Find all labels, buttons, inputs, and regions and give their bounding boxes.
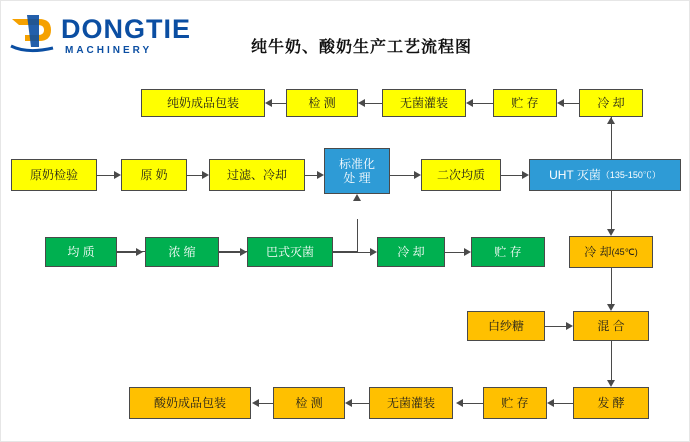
- node-standardization: [324, 148, 390, 194]
- node-label: 贮 存: [501, 396, 529, 410]
- connector-arrow: [607, 380, 615, 387]
- connector-arrow: [370, 248, 377, 256]
- node-storage-bottom: [483, 387, 547, 419]
- connector: [473, 103, 493, 104]
- node-label: 贮 存: [494, 245, 522, 259]
- connector-arrow: [464, 248, 471, 256]
- connector: [357, 219, 358, 251]
- node-pure-milk-packaging: [141, 89, 265, 117]
- node-label: 发 酵: [597, 396, 625, 410]
- connector: [97, 175, 114, 176]
- node-cooling-45c: [569, 236, 653, 268]
- node-uht-sterilization: [529, 159, 681, 191]
- node-label: 纯奶成品包装: [166, 96, 239, 110]
- node-label: 原奶检验: [29, 168, 78, 182]
- node-inspection-top: [286, 89, 358, 117]
- connector-arrow: [607, 229, 615, 236]
- node-label-suffix: （135-150℃）: [600, 170, 661, 180]
- connector-arrow: [265, 99, 272, 107]
- connector: [187, 175, 202, 176]
- node-label: 检 测: [308, 96, 336, 110]
- connector-arrow: [252, 399, 259, 407]
- node-label: 均 质: [67, 245, 95, 259]
- node-concentration: [145, 237, 219, 267]
- node-label-line1: 标准化: [338, 157, 375, 171]
- node-label: 贮 存: [511, 96, 539, 110]
- node-label-line2: 处 理: [343, 171, 371, 185]
- node-label: 原 奶: [140, 168, 168, 182]
- connector-arrow: [607, 117, 615, 124]
- connector-arrow: [557, 99, 564, 107]
- connector: [390, 175, 414, 176]
- connector-arrow: [345, 399, 352, 407]
- node-cooling-top: [579, 89, 643, 117]
- connector: [272, 103, 286, 104]
- node-label: 冷 却: [597, 96, 625, 110]
- connector: [333, 252, 370, 253]
- logo-tagline: MACHINERY: [65, 45, 153, 56]
- connector: [611, 191, 612, 229]
- node-pasteurization: [247, 237, 333, 267]
- node-homogenization: [45, 237, 117, 267]
- connector: [554, 403, 573, 404]
- connector: [305, 175, 317, 176]
- node-label: 过滤、冷却: [226, 168, 287, 182]
- node-white-sugar: [467, 311, 545, 341]
- connector-arrow: [522, 171, 529, 179]
- connector-arrow: [566, 322, 573, 330]
- node-label: 冷 却: [397, 245, 425, 259]
- connector-arrow: [607, 304, 615, 311]
- connector-arrow: [547, 399, 554, 407]
- connector: [611, 268, 612, 304]
- node-filter-cooling: [209, 159, 305, 191]
- node-yogurt-packaging: [129, 387, 251, 419]
- node-cooling-green: [377, 237, 445, 267]
- node-label: UHT 灭菌: [549, 168, 601, 182]
- node-second-homogenization: [421, 159, 501, 191]
- node-storage-top: [493, 89, 557, 117]
- company-logo: [9, 11, 219, 69]
- node-mixing: [573, 311, 649, 341]
- connector-arrow: [466, 99, 473, 107]
- node-raw-milk-inspection: [11, 159, 97, 191]
- connector-arrow: [456, 399, 463, 407]
- dongtie-logo-icon: [9, 13, 57, 57]
- connector-arrow: [414, 171, 421, 179]
- connector-arrow: [202, 171, 209, 179]
- connector: [445, 252, 464, 253]
- node-aseptic-filling-bottom: [369, 387, 453, 419]
- node-label-suffix: (45℃): [611, 247, 638, 257]
- node-label: 无菌灌装: [399, 96, 448, 110]
- node-raw-milk: [121, 159, 187, 191]
- node-label: 巴式灭菌: [265, 245, 314, 259]
- node-label: 混 合: [597, 319, 625, 333]
- node-label: 无菌灌装: [386, 396, 435, 410]
- connector: [219, 252, 240, 253]
- node-label: 二次均质: [436, 168, 485, 182]
- connector-arrow: [317, 171, 324, 179]
- connector: [352, 403, 369, 404]
- node-storage-green: [471, 237, 545, 267]
- connector: [117, 252, 136, 253]
- node-label: 浓 缩: [168, 245, 196, 259]
- page-title: 纯牛奶、酸奶生产工艺流程图: [251, 39, 473, 56]
- logo-wordmark: DONGTIE: [61, 14, 192, 44]
- connector-arrow: [353, 194, 361, 201]
- connector: [365, 103, 382, 104]
- node-label: 检 测: [295, 396, 323, 410]
- connector: [501, 175, 522, 176]
- connector: [259, 403, 273, 404]
- connector: [545, 326, 566, 327]
- node-label: 酸奶成品包装: [153, 396, 226, 410]
- connector: [611, 341, 612, 380]
- connector-arrow: [114, 171, 121, 179]
- connector: [564, 103, 579, 104]
- node-fermentation: [573, 387, 649, 419]
- node-aseptic-filling-top: [382, 89, 466, 117]
- connector-arrow: [240, 248, 247, 256]
- connector: [463, 403, 483, 404]
- node-label: 冷 却: [584, 245, 612, 259]
- connector-arrow: [358, 99, 365, 107]
- node-inspection-bottom: [273, 387, 345, 419]
- connector-arrow: [136, 248, 143, 256]
- node-label: 白纱糖: [487, 319, 524, 333]
